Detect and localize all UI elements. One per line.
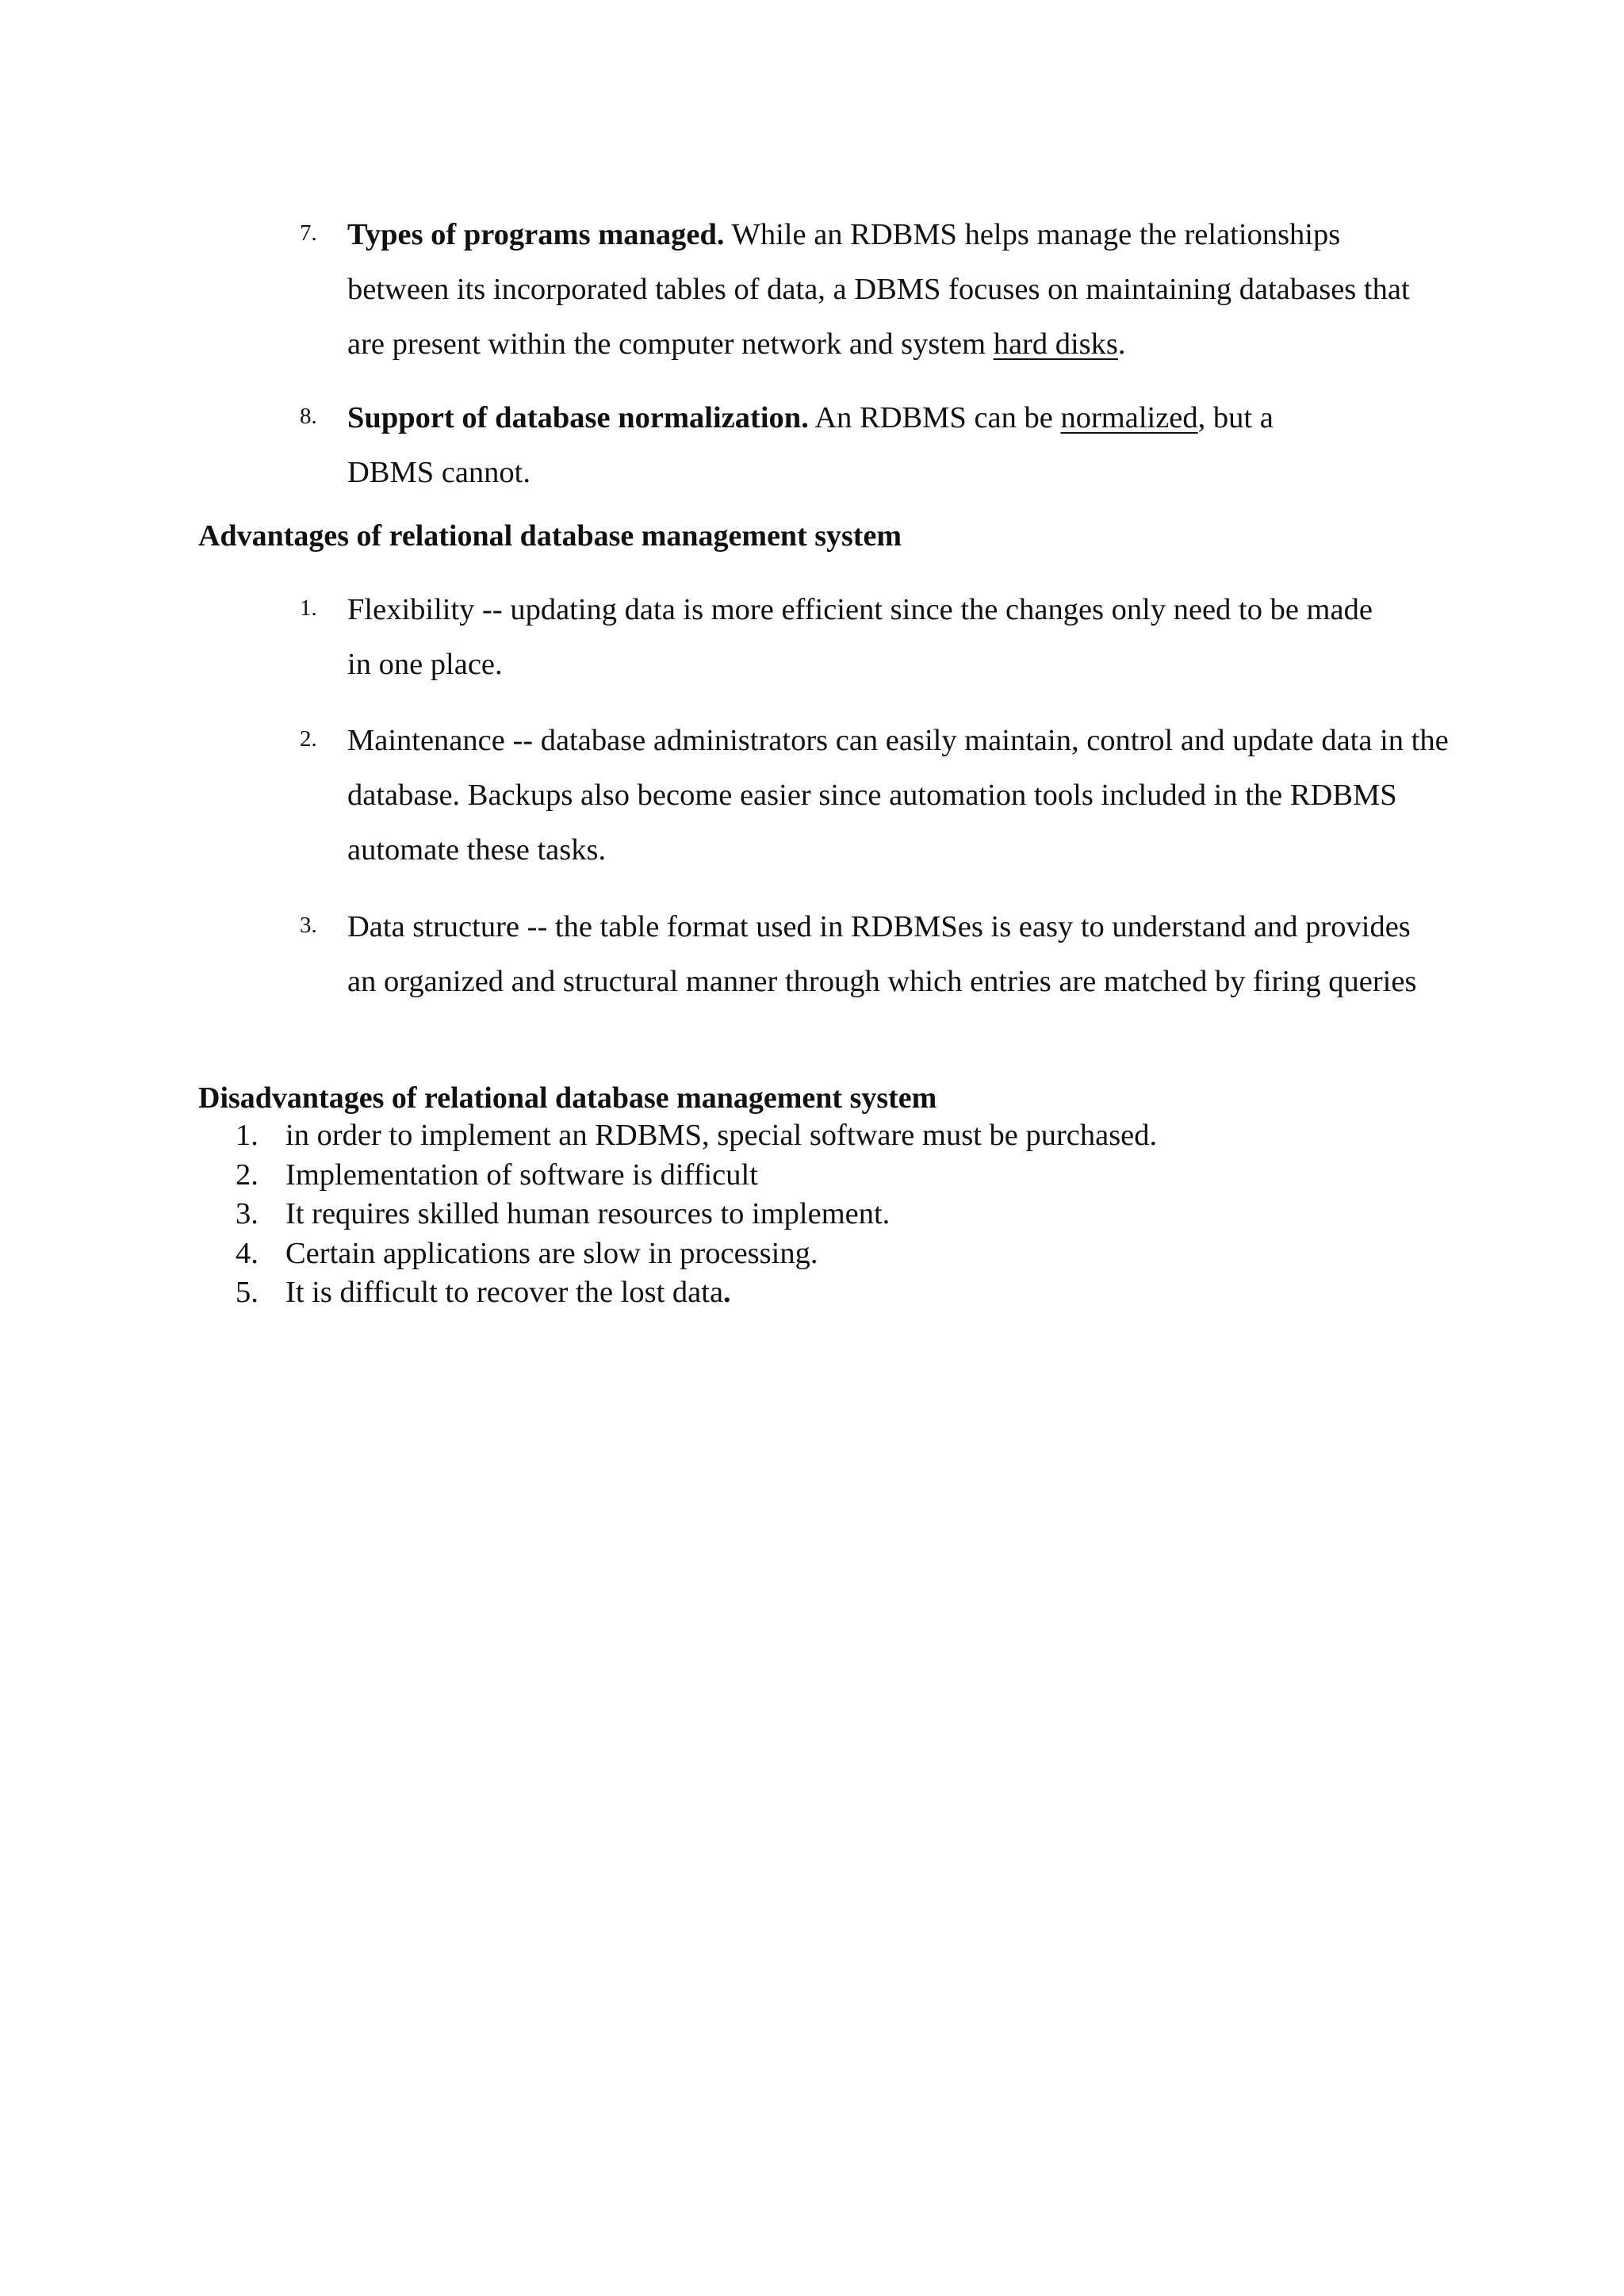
item-body: An RDBMS can be xyxy=(814,401,1053,434)
item-number: 1. xyxy=(236,1119,259,1152)
item-text-body: Implementation of software is difficult xyxy=(285,1158,758,1192)
list-item xyxy=(0,583,1624,692)
item-text xyxy=(285,1234,818,1274)
item-number: 7. xyxy=(300,220,317,246)
item-title: Types of programs managed. xyxy=(347,218,725,251)
item-text xyxy=(285,1273,731,1313)
list-item xyxy=(0,1273,1624,1313)
list-item xyxy=(0,1156,1624,1196)
item-number: 1. xyxy=(300,595,317,621)
advantages-heading: Advantages of relational database management system xyxy=(198,519,902,553)
list-item xyxy=(0,900,1624,1009)
item-number: 2. xyxy=(300,726,317,752)
item-text-body: It is difficult to recover the lost data xyxy=(285,1276,724,1309)
list-item xyxy=(0,1195,1624,1234)
item-text xyxy=(347,391,1362,500)
item-text: Maintenance -- database administrators can easily maintain, control and update data in the database. Backups also become easier since automation tools included in the RDBMS automate these tasks. xyxy=(347,724,1449,867)
item-body-end: . xyxy=(1117,327,1126,361)
comparison-list xyxy=(0,208,1624,361)
advantages-list xyxy=(0,583,1624,692)
item-title: Support of database normalization. xyxy=(347,401,809,434)
item-text: Data structure -- the table format used in RDBMSes is easy to understand and provides an organized and structural manner through which entries are matched by firing queries xyxy=(347,910,1417,998)
item-body-end: , but a DBMS cannot. xyxy=(347,401,1274,489)
normalized-link[interactable]: normalized xyxy=(1060,401,1198,434)
item-text xyxy=(285,1195,890,1234)
item-text: Flexibility -- updating data is more efficient since the changes only need to be made in one place. xyxy=(347,593,1373,681)
item-text-body: It requires skilled human resources to implement. xyxy=(285,1197,891,1230)
list-item xyxy=(0,1234,1624,1274)
comparison-list-2 xyxy=(0,391,1624,500)
disadvantages-heading: Disadvantages of relational database management system xyxy=(198,1081,937,1115)
item-end: . xyxy=(723,1276,731,1309)
item-number: 3. xyxy=(300,913,317,938)
item-number: 8. xyxy=(300,404,317,429)
list-item xyxy=(0,208,1624,361)
list-item xyxy=(0,391,1624,500)
item-number: 4. xyxy=(236,1236,259,1270)
item-number: 2. xyxy=(236,1158,259,1192)
advantages-list-2 xyxy=(0,714,1624,878)
item-number: 3. xyxy=(236,1197,259,1230)
list-item xyxy=(0,1116,1624,1156)
list-item xyxy=(0,714,1624,878)
item-text xyxy=(285,1156,758,1196)
item-body: While an RDBMS helps manage the relationships between its incorporated tables of data, a DBMS focuses on maintaining databases that are present within the computer network and system xyxy=(347,218,1410,361)
item-text-body: Certain applications are slow in processing. xyxy=(285,1236,818,1270)
item-text xyxy=(285,1116,1157,1156)
hard-disks-link[interactable]: hard disks xyxy=(993,327,1118,361)
item-text-body: in order to implement an RDBMS, special software must be purchased. xyxy=(285,1119,1158,1152)
advantages-list-3 xyxy=(0,900,1624,1009)
disadvantages-list xyxy=(0,1116,1624,1313)
item-text xyxy=(347,208,1442,372)
item-number: 5. xyxy=(236,1276,259,1309)
